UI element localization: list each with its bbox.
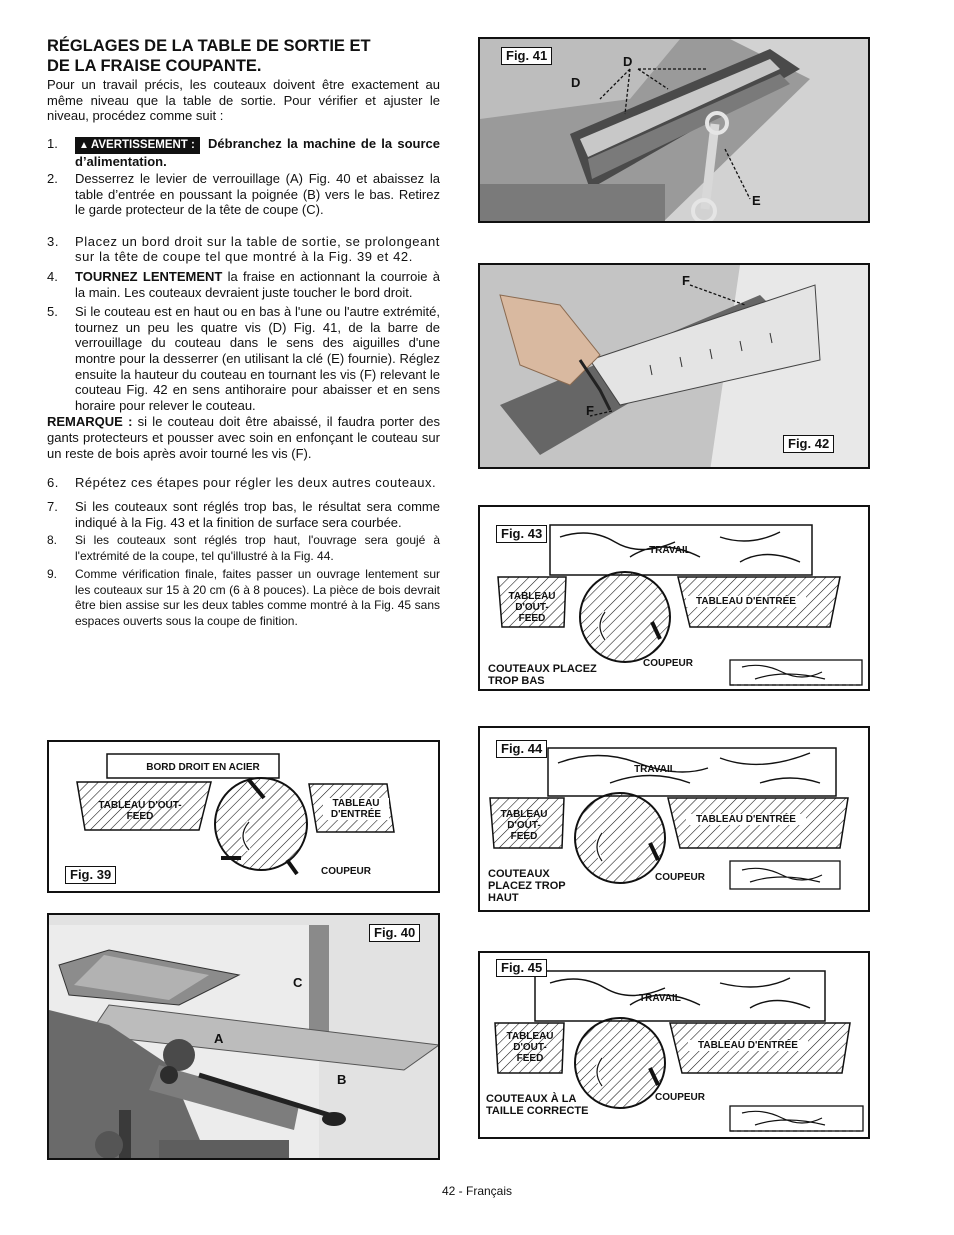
outfeed-table-label: TABLEAU D'OUT- FEED xyxy=(500,809,548,842)
step-6 xyxy=(47,475,440,499)
fig43-label: Fig. 43 xyxy=(496,525,547,543)
cutter-label: COUPEUR xyxy=(642,658,693,669)
step-number: 4. xyxy=(47,269,58,285)
step-number: 2. xyxy=(47,171,58,187)
figure-42 xyxy=(478,263,870,469)
figure-45 xyxy=(478,951,870,1139)
fig44-label: Fig. 44 xyxy=(496,740,547,758)
step-5 xyxy=(47,304,440,413)
intro-paragraph: Pour un travail précis, les couteaux doivent être exactement au même niveau que la table de sortie. Pour vérifier et ajuster le niveau, procédez comme suit : xyxy=(47,77,440,123)
step-text: la fraise en actionnant la courroie à la main. Les couteaux devraient juste toucher le bord droit. xyxy=(75,269,440,300)
remark-text: si le couteau doit être abaissé, il faudra porter des gants protecteurs et pousser avec soin en enfonçant le couteau sur un reste de bois après avoir tourné les vis (F). xyxy=(47,414,440,461)
step-3 xyxy=(47,234,440,265)
work-label: TRAVAIL xyxy=(649,545,691,556)
step-8 xyxy=(47,533,440,564)
step-2 xyxy=(47,171,440,218)
fig40-label: Fig. 40 xyxy=(369,924,420,942)
work-label: TRAVAIL xyxy=(634,764,676,775)
step-1 xyxy=(47,136,440,170)
step-9 xyxy=(47,567,440,629)
step-text: Placez un bord droit sur la table de sortie, se prolongeant sur la tête de coupe tel que montré à la Fig. 39 et 42. xyxy=(75,233,440,265)
cutter-label: COUPEUR xyxy=(654,872,705,883)
warning-badge xyxy=(75,137,200,154)
title-line-2: DE LA FRAISE COUPANTE. xyxy=(47,57,262,75)
infeed-table-label: TABLEAU D'ENTRÉE xyxy=(688,1040,808,1051)
step-number: 5. xyxy=(47,304,58,320)
figure-44 xyxy=(478,726,870,912)
step-7 xyxy=(47,499,440,530)
step-bold-text: TOURNEZ LENTEMENT xyxy=(75,269,223,285)
infeed-table-label: TABLEAU D'ENTRÉE xyxy=(323,798,389,820)
callout-a: A xyxy=(214,1031,224,1046)
step-number: 6. xyxy=(47,475,59,491)
step-text: Répétez ces étapes pour régler les deux autres couteaux. xyxy=(75,475,437,491)
outfeed-table-label: TABLEAU D'OUT- FEED xyxy=(98,800,182,822)
infeed-table-label: TABLEAU D'ENTRÉE xyxy=(686,596,806,607)
step-bold-text: Débranchez la machine de la source d’alimentation. xyxy=(75,135,440,169)
fig39-label: Fig. 39 xyxy=(65,866,116,884)
fig45-caption: COUTEAUX À LA TAILLE CORRECTE xyxy=(486,1093,589,1117)
fig41-photo xyxy=(480,39,870,223)
fig44-caption: COUTEAUX PLACEZ TROP HAUT xyxy=(488,868,566,904)
straightedge-label: BORD DROIT EN ACIER xyxy=(146,762,260,773)
callout-e: E xyxy=(752,193,761,208)
outfeed-table-label: TABLEAU D'OUT- FEED xyxy=(506,1031,554,1064)
fig41-label: Fig. 41 xyxy=(501,47,552,65)
outfeed-table-label: TABLEAU D'OUT- FEED xyxy=(508,591,556,624)
cutter-label: COUPEUR xyxy=(320,866,371,877)
fig42-label: Fig. 42 xyxy=(783,435,834,453)
warning-triangle-icon: ▲ xyxy=(79,139,89,151)
step-number: 7. xyxy=(47,499,58,515)
cutter-label: COUPEUR xyxy=(654,1092,705,1103)
figure-41 xyxy=(478,37,870,223)
callout-f-top: F xyxy=(682,273,690,288)
page-footer: 42 - Français xyxy=(441,1184,513,1198)
fig40-photo xyxy=(49,915,440,1160)
step-number: 1. xyxy=(47,135,58,151)
step-text: Si les couteaux sont réglés trop bas, le résultat sera comme indiqué à la Fig. 43 et la finition de surface sera courbée. xyxy=(75,499,440,530)
infeed-table-label: TABLEAU D'ENTRÉE xyxy=(686,814,806,825)
warning-label: AVERTISSEMENT : xyxy=(90,138,195,151)
figure-40 xyxy=(47,913,440,1160)
figure-43 xyxy=(478,505,870,691)
section-title xyxy=(47,36,440,76)
callout-b: B xyxy=(337,1072,347,1087)
step-text: Si les couteaux sont réglés trop haut, l'ouvrage sera goujé à l'extrémité de la coupe, tel qu'illustré à la Fig. 44. xyxy=(75,533,440,563)
remark-label: REMARQUE : xyxy=(47,414,133,430)
fig45-label: Fig. 45 xyxy=(496,959,547,977)
step-text: Desserrez le levier de verrouillage (A) Fig. 40 et abaissez la table d’entrée en poussant la poignée (B) vers le bas. Retirez le garde protecteur de la tête de coupe (C). xyxy=(75,171,440,218)
remark-paragraph xyxy=(47,414,440,461)
step-text: Comme vérification finale, faites passer un ouvrage lentement sur les couteaux sur 15 à 20 cm (6 à 8 pouces). La pièce de bois devrait être bien assise sur les deux tables comme montré à la Fig. 45 sans espaces ouverts sous la coupe de finition. xyxy=(75,567,440,628)
step-text: Si le couteau est en haut ou en bas à l'une ou l'autre extrémité, tournez un peu les quatre vis (D) Fig. 41, de la barre de verrouillage du couteau dans le sens des aiguilles d'une montre pour la desserrer (en utilisant la clé (E) fournie). Réglez ensuite la hauteur du couteau en tournant les vis (F) relevant le couteau Fig. 42 en sens antihoraire pour abaisser et en sens horaire pour relever le couteau. xyxy=(75,304,440,413)
step-number: 8. xyxy=(47,533,58,548)
title-line-1: RÉGLAGES DE LA TABLE DE SORTIE ET xyxy=(47,37,371,55)
callout-d-right: D xyxy=(623,54,633,69)
callout-f-bottom: F xyxy=(586,403,594,418)
text-column xyxy=(47,36,440,629)
step-4 xyxy=(47,269,440,300)
step-number: 3. xyxy=(47,233,60,249)
callout-c: C xyxy=(293,975,303,990)
step-number: 9. xyxy=(47,567,58,582)
callout-d-left: D xyxy=(571,75,581,90)
fig43-caption: COUTEAUX PLACEZ TROP BAS xyxy=(488,663,597,687)
figure-39 xyxy=(47,740,440,893)
work-label: TRAVAIL xyxy=(639,993,681,1004)
